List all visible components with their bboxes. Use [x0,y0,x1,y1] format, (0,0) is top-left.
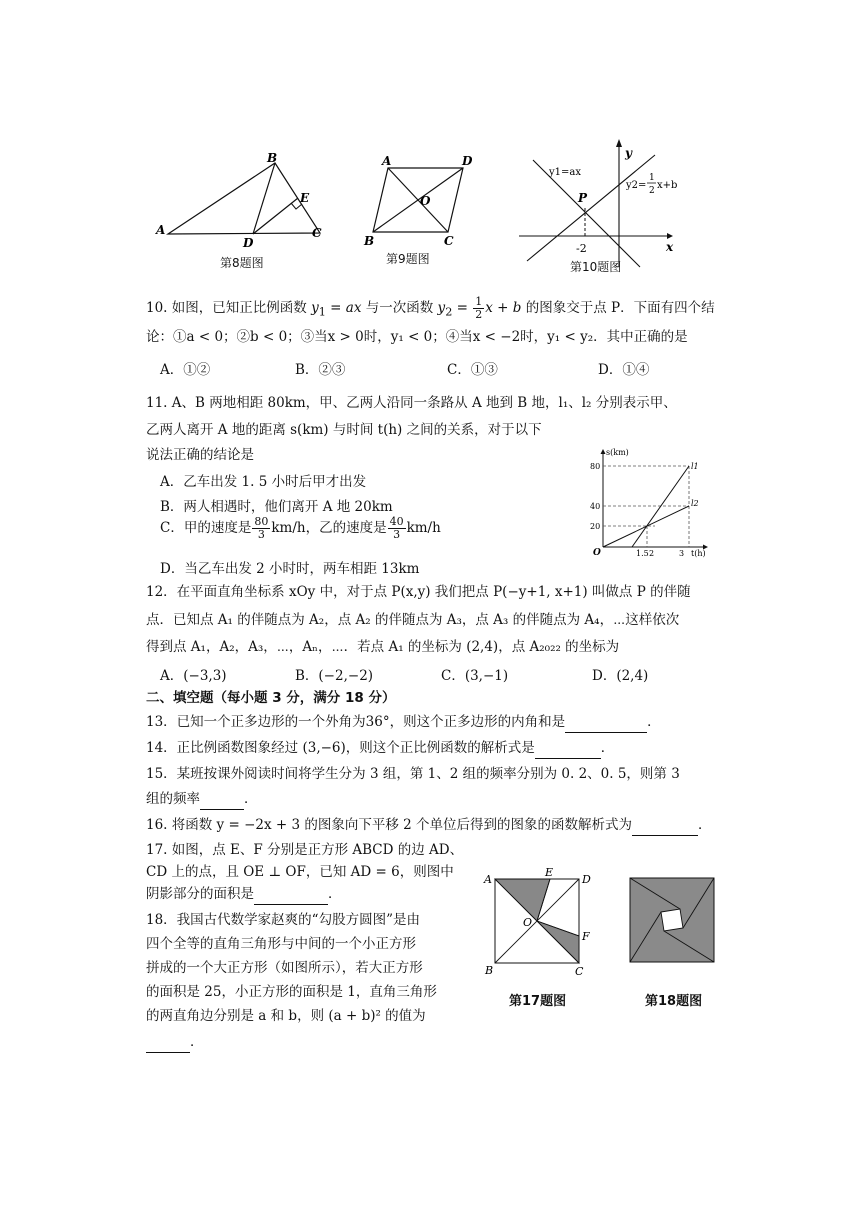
q12-option-b[interactable]: B．(−2,−2) [295,668,374,684]
fig10-y1-label: y1=ax [549,167,581,178]
figure-11-graph [585,446,710,558]
q18-line5: 的两直角边分别是 a 和 b，则 (a + b)² 的值为 [146,1008,426,1024]
fig17-caption: 第17题图 [509,994,567,1009]
q11-option-a[interactable]: A．乙车出发 1. 5 小时后甲才出发 [160,474,367,490]
fig10-y2-tail: x+b [657,180,678,191]
figure-9 [358,150,483,250]
fig17-label-a: A [484,873,492,886]
q18-line2: 四个全等的直角三角形与中间的一个小正方形 [146,936,416,952]
q16: 16. 将函数 y = −2x + 3 的图象向下平移 2 个单位后得到的图象的函数解析式为 ． [146,815,712,836]
q11-line2: 乙两人离开 A 地的距离 s(km) 与时间 t(h) 之间的关系，对于以下 [146,422,542,438]
figure-8 [150,150,340,250]
fig11-xlabel: t(h) [691,549,706,558]
fig10-caption: 第10题图 [570,260,622,274]
fig17-label-c: C [575,965,584,978]
q18-answer-blank[interactable] [146,1032,190,1053]
q12-option-a[interactable]: A．(−3,3) [160,668,227,684]
q16-answer-blank[interactable] [632,815,698,836]
fig17-label-o: O [523,916,533,929]
q10-line1: 10. 如图，已知正比例函数 $y_1$ = ax 与一次函数 $y_2$ = $\frac{1}{2}$ x + b 的图象交于点 P．下面有四个结 [146,295,715,321]
fig8-label-c: C [312,226,322,240]
q11-line3: 说法正确的结论是 [146,447,254,463]
q10-option-c[interactable]: C．①③ [447,362,498,378]
fig17-label-d: D [582,873,591,886]
q17-line3: 阴影部分的面积是 ． [146,884,342,905]
fig10-point-p: P [578,191,588,205]
fig8-caption: 第8题图 [220,256,264,270]
fig11-x15: 1.5 [636,549,649,558]
fig11-ylabel: s(km) [606,448,629,457]
q18-line6: ． [146,1032,204,1053]
figure-18 [628,876,718,966]
fig18-caption: 第18题图 [645,994,703,1009]
fig9-label-a: A [382,154,392,168]
fig11-y40: 40 [590,502,601,511]
q12-option-d[interactable]: D．(2,4) [592,668,649,684]
q18-line4: 的面积是 25，小正方形的面积是 1，直角三角形 [146,984,437,1000]
fig17-label-b: B [485,964,494,977]
fig10-neg2: -2 [576,242,587,255]
q11-option-b[interactable]: B．两人相遇时，他们离开 A 地 20km [160,499,393,515]
fig11-y80: 80 [590,462,601,471]
fig10-x-axis: x [666,240,674,254]
fig10-y-axis: y [625,146,632,160]
q14: 14．正比例函数图象经过 (3,−6)，则这个正比例函数的解析式是 ． [146,738,614,759]
fig11-origin: O [593,548,601,558]
q11-option-c[interactable]: C．甲的速度是 $\frac{80}{3}$ km/h，乙的速度是 $\frac{40}{3}$ km/h [160,515,441,541]
fig11-x3: 3 [679,549,685,558]
q17-line1: 17. 如图，点 E、F 分别是正方形 ABCD 的边 AD、 [146,842,464,858]
fig8-label-a: A [156,223,166,237]
figure-10 [515,135,685,270]
q12-line3: 得到点 A₁，A₂，A₃，⋯，Aₙ，⋯．若点 A₁ 的坐标为 (2,4)，点 A₂₀₂₂ 的坐标为 [146,639,620,655]
q15-line1: 15．某班按课外阅读时间将学生分为 3 组，第 1、2 组的频率分别为 0. 2、0. 5，则第 3 [146,766,680,782]
q17-line2: CD 上的点，且 OE ⊥ OF，已知 AD = 6，则图中 [146,864,454,880]
q12-option-c[interactable]: C．(3,−1) [441,668,509,684]
q15-answer-blank[interactable] [200,789,244,810]
q15-line2: 组的频率 ． [146,789,258,810]
q10-option-a[interactable]: A．①② [160,362,211,378]
fig9-label-o: O [420,194,431,208]
q12-line2: 点．已知点 A₁ 的伴随点为 A₂，点 A₂ 的伴随点为 A₃，点 A₃ 的伴随点为 A₄，⋯这样依次 [146,612,680,628]
q11-line1: 11. A、B 两地相距 80km，甲、乙两人沿同一条路从 A 地到 B 地，l₁、l₂ 分别表示甲、 [146,395,677,411]
q11-option-d[interactable]: D．当乙车出发 2 小时时，两车相距 13km [160,561,420,577]
fig8-label-e: E [300,191,310,205]
q10-option-d[interactable]: D．①④ [598,362,650,378]
fig10-y2-label: y2= [626,180,647,191]
fig11-y20: 20 [590,522,601,531]
q18-line1: 18．我国古代数学家赵爽的“勾股方圆图”是由 [146,912,420,928]
fig17-label-e: E [545,866,554,879]
q10-option-b[interactable]: B．②③ [295,362,346,378]
fig10-y2-num: 1 [649,173,655,183]
q17-answer-blank[interactable] [254,884,328,905]
fig10-y2-den: 2 [649,186,655,196]
q13: 13．已知一个正多边形的一个外角为36°，则这个正多边形的内角和是 ． [146,712,661,733]
fig11-l1: l1 [691,462,699,471]
q14-answer-blank[interactable] [535,738,601,759]
q13-answer-blank[interactable] [565,712,647,733]
fig8-label-d: D [243,236,254,250]
fig8-label-b: B [267,151,278,165]
fig11-l2: l2 [691,499,699,508]
fig17-label-f: F [582,930,590,943]
fig9-label-d: D [462,154,473,168]
figure-17 [478,862,598,982]
q10-line2: 论：①a < 0；②b < 0；③当x > 0时，y₁ < 0；④当x < −2时，y₁ < y₂．其中正确的是 [146,329,688,345]
fig9-label-c: C [444,234,454,248]
q18-line3: 拼成的一个大正方形（如图所示），若大正方形 [146,960,423,976]
section-2-title: 二、填空题（每小题 3 分，满分 18 分） [146,690,396,706]
fig9-label-b: B [364,234,375,248]
fig11-x2: 2 [649,549,655,558]
q12-line1: 12．在平面直角坐标系 xOy 中，对于点 P(x,y) 我们把点 P(−y+1, x+1) 叫做点 P 的伴随 [146,584,691,600]
fig9-caption: 第9题图 [386,252,430,266]
